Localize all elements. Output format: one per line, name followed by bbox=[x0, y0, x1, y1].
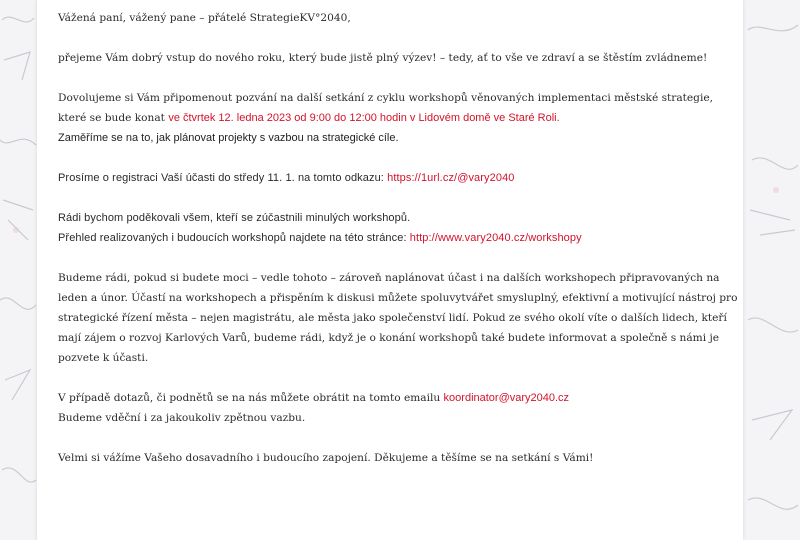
email-body bbox=[58, 8, 738, 488]
feedback-text: Budeme vděční i za jakoukoliv zpětnou vazbu. bbox=[58, 412, 306, 424]
invitation-text: Dovolujeme si Vám připomenout pozvání na další setkání z cyklu workshopů věnovaných implementaci městské strategie, které se bude konat bbox=[58, 92, 713, 124]
new-year-wish: přejeme Vám dobrý vstup do nového roku, který bude jistě plný výzev! – tedy, ať to vše ve zdraví a se štěstím zvládneme! bbox=[58, 52, 708, 64]
contact-email-link[interactable]: koordinator@vary2040.cz bbox=[443, 392, 570, 404]
overview-text: Přehled realizovaných i budoucích workshopů najdete na této stránce: bbox=[58, 232, 410, 244]
workshop-focus: Zaměříme se na to, jak plánovat projekty s vazbou na strategické cíle. bbox=[58, 132, 399, 144]
closing-paragraph: Velmi si vážíme Vašeho dosavadního i budoucího zapojení. Děkujeme a těšíme se na setkání s Vámi! bbox=[58, 452, 594, 464]
registration-text: Prosíme o registraci Vaší účasti do středy 11. 1. na tomto odkazu: bbox=[58, 172, 388, 184]
registration-link[interactable]: https://1url.cz/@vary2040 bbox=[387, 172, 515, 184]
greeting: Vážená paní, vážený pane – přátelé StrategieKV°2040, bbox=[58, 12, 351, 24]
planning-paragraph: Budeme rádi, pokud si budete moci – vedle tohoto – zároveň naplánovat účast i na dalších workshopech připravovaných na leden a únor. Účastí na workshopech a přispěním k diskusi můžete spoluvytvářet smysluplný, efektivní a motivující nástroj pro strategické řízení města – nejen magistrátu, ale města jako společenství lidí. Pokud ze svého okolí víte o dalších lidech, kteří mají zájem o rozvoj Karlových Varů, budeme rádi, když je o konání workshopů také budete informovat a společně s námi je pozvete k účasti. bbox=[58, 272, 738, 364]
registration-paragraph bbox=[58, 168, 738, 188]
thanks-paragraph bbox=[58, 208, 738, 248]
thanks-text: Rádi bychom poděkovali všem, kteří se zúčastnili minulých workshopů. bbox=[58, 212, 411, 224]
contact-text: V případě dotazů, či podnětů se na nás můžete obrátit na tomto emailu bbox=[58, 392, 444, 404]
workshops-link[interactable]: http://www.vary2040.cz/workshopy bbox=[409, 232, 582, 244]
invitation-paragraph bbox=[58, 88, 738, 148]
contact-paragraph bbox=[58, 388, 738, 428]
event-date-highlight: ve čtvrtek 12. ledna 2023 od 9:00 do 12:00 hodin v Lidovém domě ve Staré Roli. bbox=[168, 112, 560, 124]
